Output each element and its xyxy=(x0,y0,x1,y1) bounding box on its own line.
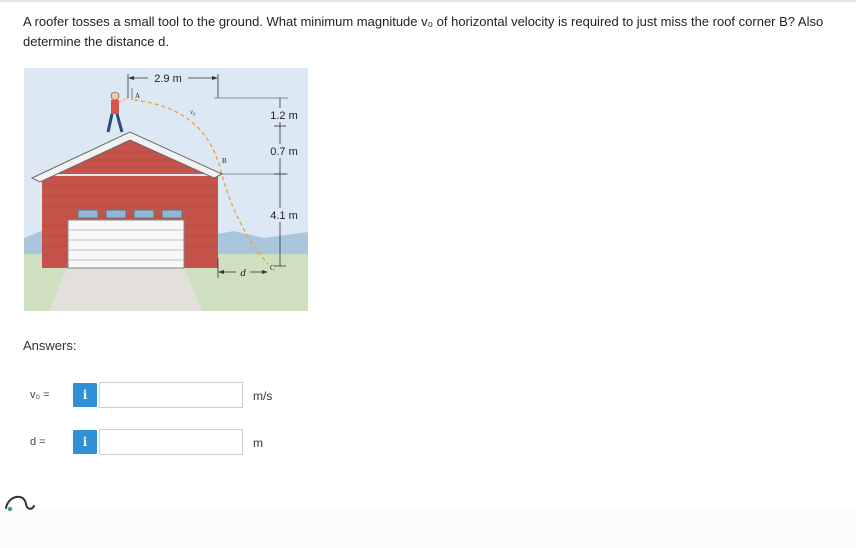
dim-2-9: 2.9 m xyxy=(154,73,182,85)
v0-input[interactable] xyxy=(99,382,243,408)
d-input[interactable] xyxy=(99,429,243,455)
question-text: A roofer tosses a small tool to the ground. What minimum magnitude v₀ of horizontal velocity is required to just miss the roof corner B? Also determine the distance d. xyxy=(23,14,824,49)
info-button-d[interactable]: i xyxy=(73,430,97,454)
corner-logo-icon xyxy=(2,488,38,514)
label-c: C xyxy=(270,264,275,272)
v0-unit: m/s xyxy=(253,389,273,403)
label-b: B xyxy=(222,157,227,165)
window xyxy=(162,210,182,218)
label-d: d xyxy=(240,267,246,279)
dim-0-7: 0.7 m xyxy=(270,146,298,158)
window xyxy=(78,210,98,218)
bottom-band xyxy=(0,508,856,548)
answers-heading: Answers: xyxy=(23,338,77,353)
v0-label: v₀ = xyxy=(30,389,50,401)
window xyxy=(134,210,154,218)
top-divider xyxy=(0,0,856,2)
problem-figure xyxy=(24,68,308,311)
dim-4-1: 4.1 m xyxy=(270,210,298,222)
garage-door xyxy=(68,220,184,268)
d-unit: m xyxy=(253,436,263,450)
label-v0: v₀ xyxy=(190,108,196,116)
driveway xyxy=(50,268,202,311)
d-label: d = xyxy=(30,436,46,448)
window xyxy=(106,210,126,218)
label-a: A xyxy=(135,92,141,100)
info-button-v0[interactable]: i xyxy=(73,383,97,407)
dim-1-2: 1.2 m xyxy=(270,110,298,122)
